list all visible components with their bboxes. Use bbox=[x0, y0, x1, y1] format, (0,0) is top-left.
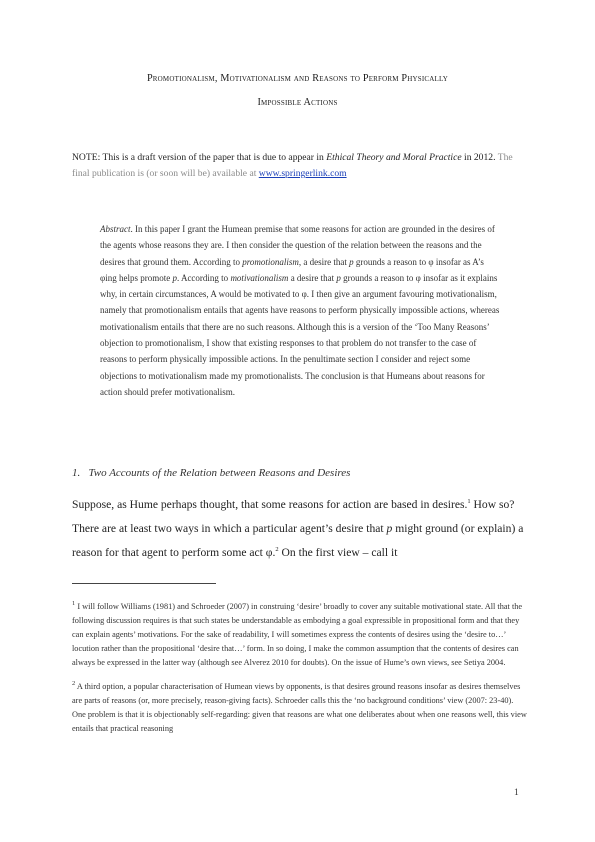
variable-p: p bbox=[336, 272, 341, 283]
footnote-text: I will follow Williams (1981) and Schroeder (2007) in construing ‘desire’ broadly to cover any suitable motivational state. All that the following discussion requires is that such states be understandable as embodying a goal expressible in propositional form and that they can explain agents’ motivations. For the sake of readability, I will sometimes express the contents of desires using the ‘desire to…’ locution rather than the propositional ‘desire that…’ form. In so doing, I make the common assumption that the contents of desires can always be expressed in the latter way (although see Alverez 2010 for doubts). On the issue of Hume’s own views, see Setiya 2004. bbox=[72, 602, 523, 667]
springer-link[interactable]: www.springerlink.com bbox=[258, 168, 347, 179]
footnote-text: A third option, a popular characterisation of Humean views by opponents, is that desires ground reasons insofar as desires themselves are parts of reasons (or, more precisely, reason-giving facts). Schroeder calls this the ‘no background conditions’ view (2007: 23-40). One problem is that it is objectionably self-regarding: given that reasons are what one deliberates about when one reasons well, this view entails that practical reasoning bbox=[72, 682, 527, 733]
note-final-text: The final publication is (or soon will be) available at bbox=[72, 152, 513, 179]
section-heading bbox=[72, 467, 350, 479]
abstract-text: grounds a reason to φ insofar as A’s φing helps promote bbox=[100, 256, 484, 283]
footnote-divider bbox=[72, 583, 216, 584]
footnote-2 bbox=[72, 680, 527, 736]
note-year: in 2012. bbox=[461, 152, 496, 163]
abstract-text: . According to bbox=[176, 272, 231, 283]
footnote-ref-2[interactable]: 2 bbox=[275, 546, 279, 554]
footnote-number: 1 bbox=[72, 600, 76, 608]
footnote-ref-1[interactable]: 1 bbox=[467, 498, 471, 506]
abstract-text: a desire that bbox=[288, 272, 337, 283]
abstract-label: Abstract bbox=[100, 224, 131, 234]
abstract bbox=[100, 221, 500, 400]
section-number: 1. bbox=[72, 467, 81, 479]
variable-p: p bbox=[172, 272, 177, 283]
page-number: 1 bbox=[514, 788, 519, 798]
footnotes bbox=[72, 600, 527, 746]
body-sentence: On the first view – call it bbox=[278, 546, 398, 559]
footnote-1 bbox=[72, 600, 527, 670]
abstract-text: grounds a reason to φ insofar as it explains why, in certain circumstances, A would be motivated to φ. I then give an argument favouring motivationalism, namely that promotionalism entails that agents have reasons to perform physically impossible actions, whereas motivationalism entails that there are no such reasons. Although this is a version of the ‘Too Many Reasons’ objection to promotionalism, I show that existing responses to that problem do not transfer to the case of reasons to perform physically impossible actions. In the penultimate section I consider and reject some objections to motivationalism made my promotionalists. The conclusion is that Humeans about reasons for action should prefer motivationalism. bbox=[100, 272, 500, 397]
body-sentence: Suppose, as Hume perhaps thought, that some reasons for action are based in desires. bbox=[72, 498, 468, 511]
paper-title-line-1: Promotionalism, Motivationalism and Reasons to Perform Physically bbox=[146, 73, 449, 84]
paper-title-line-2: Impossible Actions bbox=[257, 97, 338, 108]
note-label: NOTE: This is a draft version of the paper that is due to appear in bbox=[72, 152, 327, 163]
section-title: Two Accounts of the Relation between Reasons and Desires bbox=[88, 467, 351, 479]
body-sentence: How so? There are at least two ways in which a particular agent’s desire that bbox=[72, 498, 515, 535]
body-text bbox=[72, 493, 527, 565]
abstract-text: . In this paper I grant the Humean premise that some reasons for action are grounded in the desires of the agents whose reasons they are. I then consider the question of the relation between the reasons and the desires that ground them. According to bbox=[100, 224, 495, 267]
draft-note bbox=[72, 150, 532, 182]
variable-p: p bbox=[349, 256, 354, 267]
journal-name: Ethical Theory and Moral Practice bbox=[326, 152, 462, 163]
term-promotionalism: promotionalism bbox=[242, 256, 299, 267]
footnote-number: 2 bbox=[72, 680, 76, 688]
variable-p: p bbox=[386, 522, 393, 535]
term-motivationalism: motivationalism bbox=[230, 272, 289, 283]
abstract-text: , a desire that bbox=[298, 256, 350, 267]
body-sentence: might ground (or explain) a reason for that agent to perform some act φ. bbox=[72, 522, 524, 559]
